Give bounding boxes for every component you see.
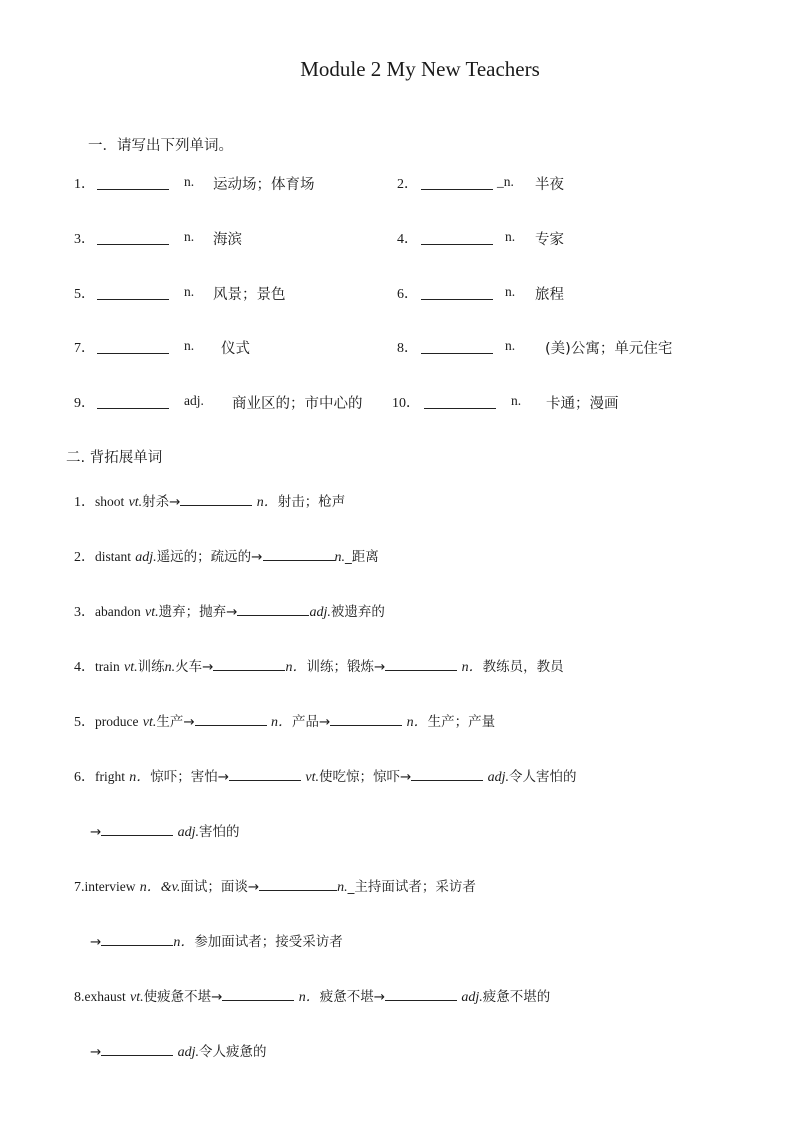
answer-blank[interactable] — [229, 766, 301, 781]
item-number: 5． — [74, 287, 95, 302]
answer-blank[interactable] — [213, 656, 285, 671]
chinese-meaning: 专家 — [535, 232, 564, 248]
derivation-line-2: 2．distant adj.遥远的；疏远的→ n._距离 — [74, 545, 379, 566]
answer-blank[interactable] — [421, 175, 493, 190]
part-of-speech: n. — [505, 338, 516, 353]
item-number: 1． — [74, 177, 95, 192]
derivation-line-6-cont: → adj.害怕的 — [90, 820, 240, 841]
answer-blank[interactable] — [385, 656, 457, 671]
answer-blank[interactable] — [411, 766, 483, 781]
part-of-speech: n. — [184, 174, 195, 189]
answer-blank[interactable] — [385, 986, 457, 1001]
derivation-line-7-cont: → n．参加面试者；接受采访者 — [90, 930, 343, 951]
part-of-speech: n. — [184, 284, 195, 299]
answer-blank[interactable] — [421, 230, 493, 245]
derivation-line-8: 8.exhaust vt.使疲惫不堪→ n．疲惫不堪→ adj.疲惫不堪的 — [74, 985, 550, 1006]
chinese-meaning: 商业区的；市中心的 — [232, 396, 363, 412]
chinese-meaning: 卡通；漫画 — [546, 396, 619, 412]
answer-blank[interactable] — [237, 601, 309, 616]
item-number: 6． — [397, 287, 418, 302]
answer-blank[interactable] — [259, 876, 337, 891]
part-of-speech: n. — [184, 229, 195, 244]
derivation-line-3: 3．abandon vt.遗弃；抛弃→ adj.被遗弃的 — [74, 600, 385, 621]
page-title: Module 2 My New Teachers — [300, 57, 540, 81]
answer-blank[interactable] — [101, 821, 173, 836]
chinese-meaning: 仪式 — [221, 341, 250, 357]
answer-blank[interactable] — [222, 986, 294, 1001]
part-of-speech: n. — [511, 393, 522, 408]
chinese-meaning: 风景；景色 — [213, 287, 286, 303]
item-number: 8． — [397, 341, 418, 356]
derivation-line-1: 1．shoot vt.射杀→ n．射击；枪声 — [74, 490, 345, 511]
answer-blank[interactable] — [97, 230, 169, 245]
part-of-speech: _n. — [497, 174, 514, 189]
section1-heading: 一．请写出下列单词。 — [88, 138, 233, 154]
section2-heading: 二. 背拓展单词 — [66, 450, 163, 466]
answer-blank[interactable] — [424, 394, 496, 409]
item-number: 4． — [397, 232, 418, 247]
answer-blank[interactable] — [97, 285, 169, 300]
derivation-line-5: 5．produce vt.生产→ n．产品→ n．生产；产量 — [74, 710, 495, 731]
part-of-speech: n. — [505, 229, 516, 244]
answer-blank[interactable] — [97, 175, 169, 190]
part-of-speech: n. — [184, 338, 195, 353]
chinese-meaning: 半夜 — [535, 177, 564, 193]
answer-blank[interactable] — [97, 339, 169, 354]
part-of-speech: n. — [505, 284, 516, 299]
chinese-meaning: 运动场；体育场 — [213, 177, 315, 193]
answer-blank[interactable] — [263, 546, 335, 561]
answer-blank[interactable] — [421, 285, 493, 300]
answer-blank[interactable] — [97, 394, 169, 409]
answer-blank[interactable] — [101, 931, 173, 946]
item-number: 9． — [74, 396, 95, 411]
answer-blank[interactable] — [330, 711, 402, 726]
answer-blank[interactable] — [101, 1041, 173, 1056]
answer-blank[interactable] — [195, 711, 267, 726]
chinese-meaning: (美)公寓；单元住宅 — [545, 341, 673, 357]
derivation-line-6: 6．fright n．惊吓；害怕→ vt.使吃惊；惊吓→ adj.令人害怕的 — [74, 765, 577, 786]
chinese-meaning: 海滨 — [213, 232, 242, 248]
derivation-line-7: 7.interview n．&v.面试；面谈→ n._主持面试者；采访者 — [74, 875, 476, 896]
part-of-speech: adj. — [184, 393, 204, 408]
item-number: 7． — [74, 341, 95, 356]
derivation-line-8-cont: → adj.令人疲惫的 — [90, 1040, 267, 1061]
answer-blank[interactable] — [180, 491, 252, 506]
item-number: 10． — [392, 396, 420, 411]
derivation-line-4: 4．train vt.训练n.火车→ n．训练；锻炼→ n．教练员，教员 — [74, 655, 564, 676]
chinese-meaning: 旅程 — [535, 287, 564, 303]
item-number: 2． — [397, 177, 418, 192]
answer-blank[interactable] — [421, 339, 493, 354]
item-number: 3． — [74, 232, 95, 247]
